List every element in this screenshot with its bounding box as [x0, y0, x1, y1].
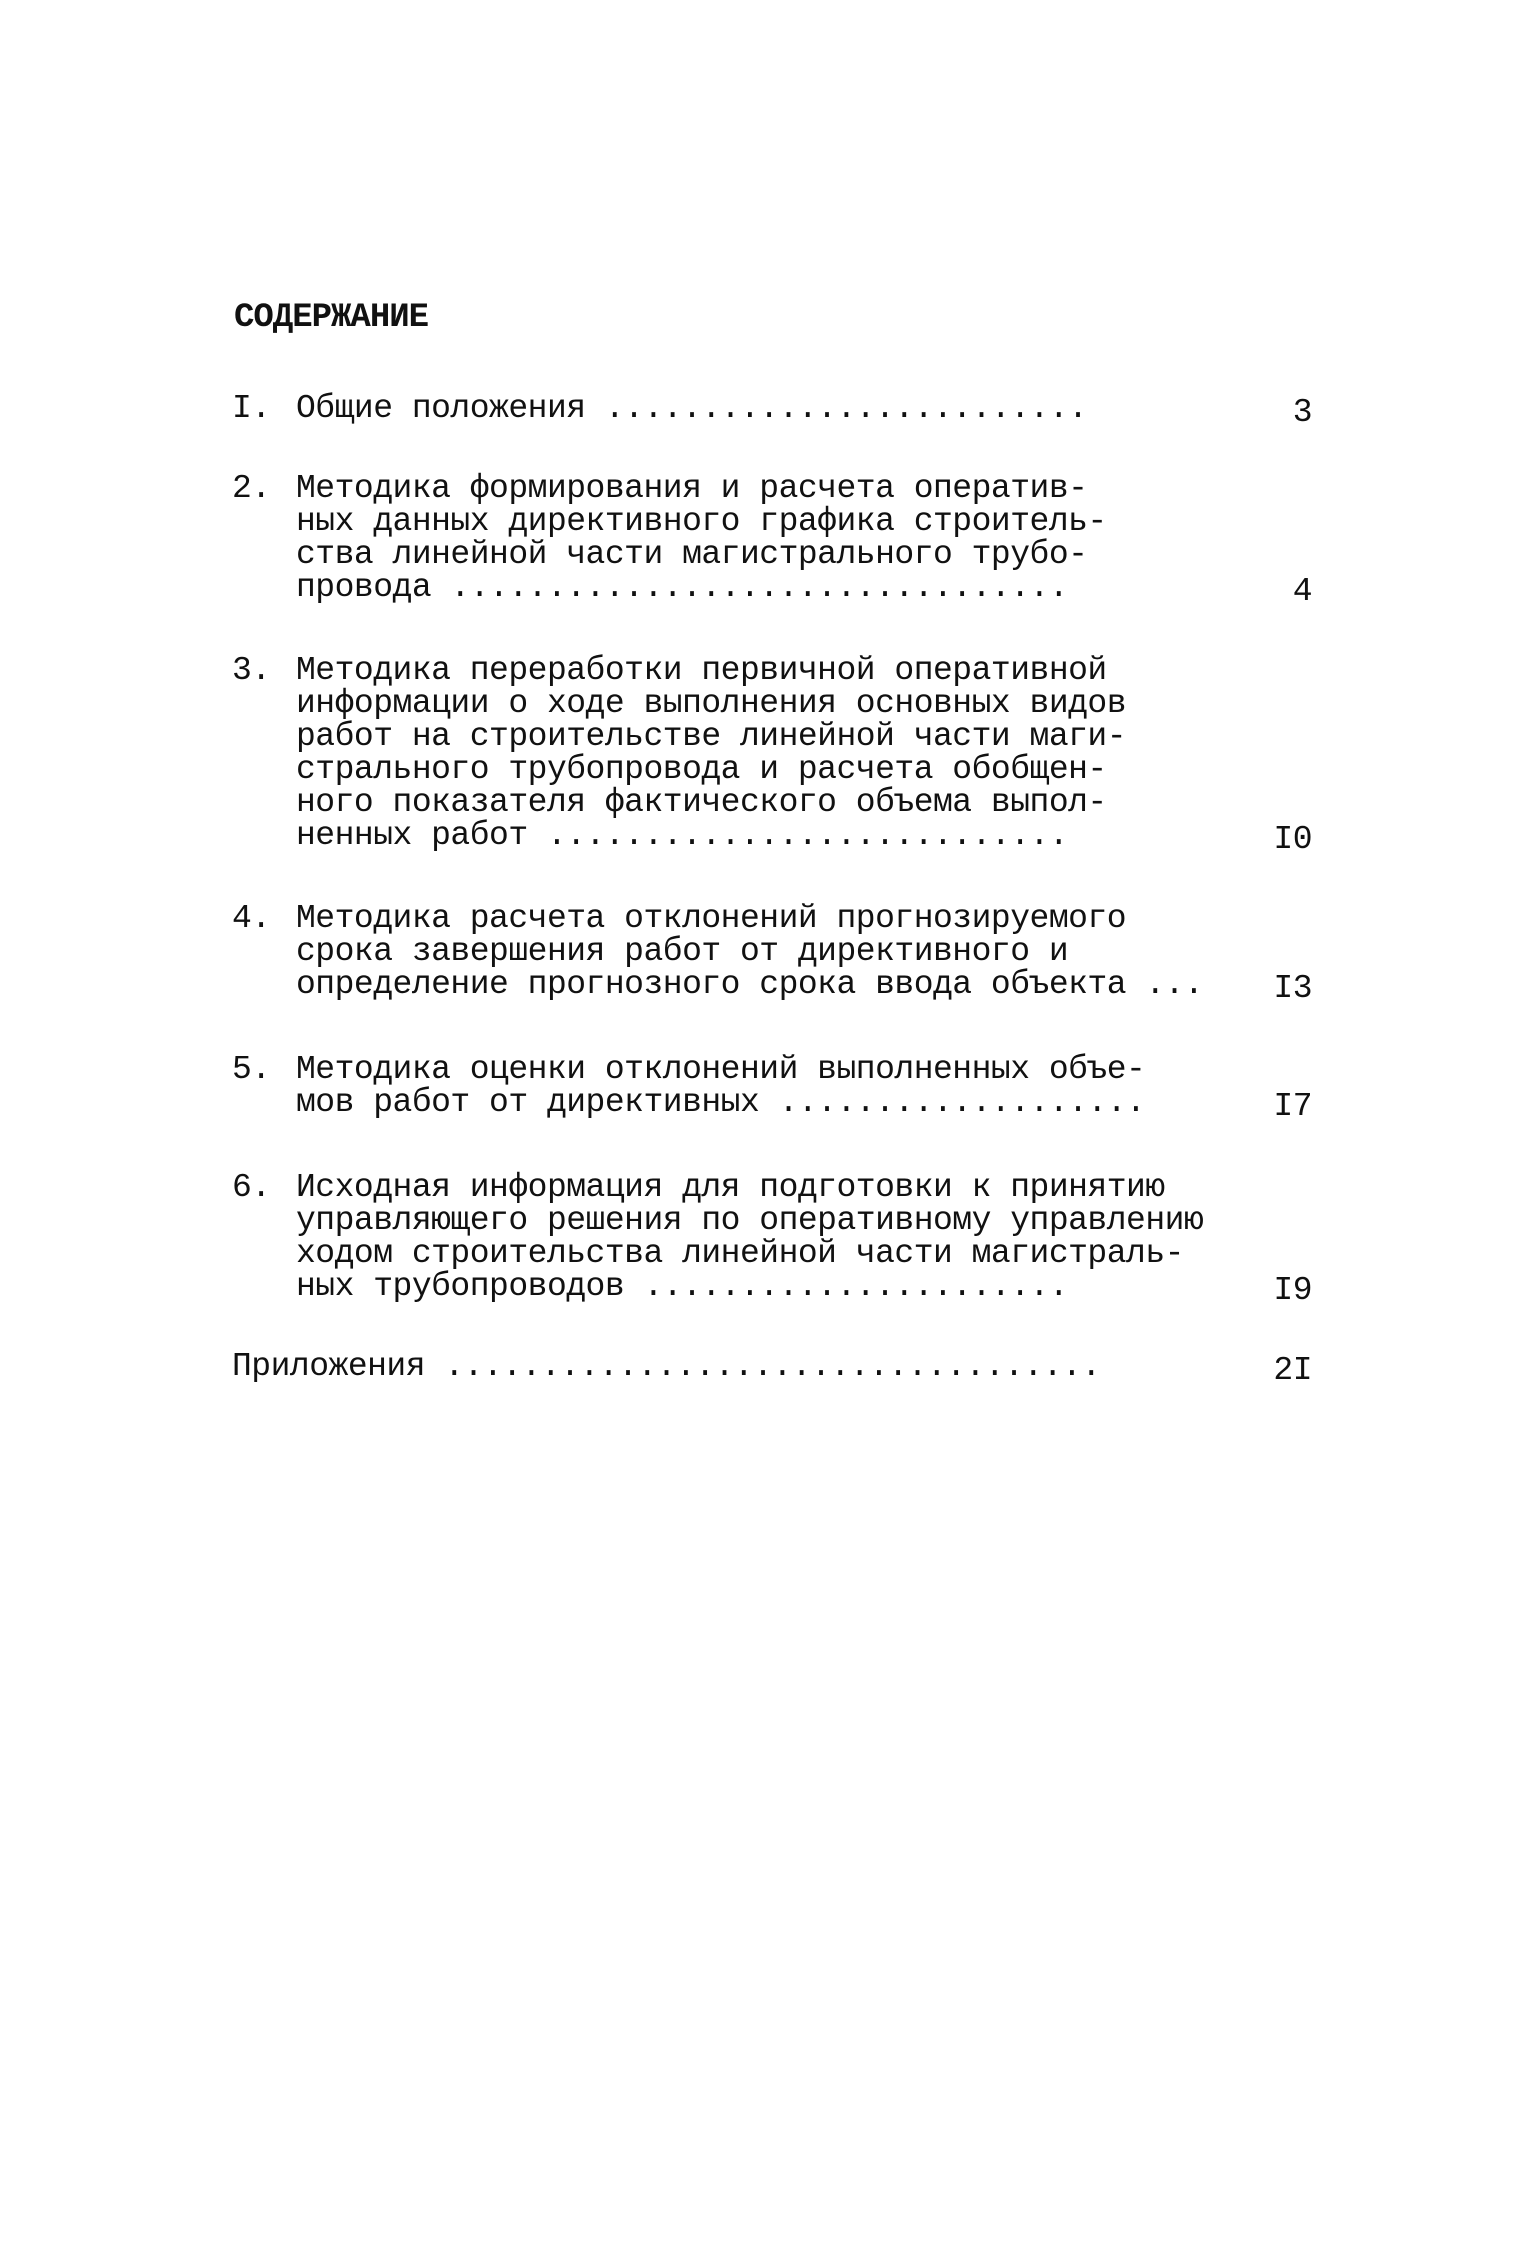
toc-entry-page: 3	[1292, 394, 1312, 431]
toc-entry-number: 6.	[232, 1169, 271, 1206]
toc-entry-number: 2.	[232, 470, 271, 507]
toc-entry-line: Общие положения .........................	[296, 390, 1088, 427]
toc-entry-title	[296, 900, 1204, 1003]
toc-entry-title	[296, 1169, 1204, 1305]
toc-entry-line: ных трубопроводов ......................	[296, 1268, 1069, 1305]
toc-entry-page: 4	[1292, 573, 1312, 610]
toc-entry-line: Методика переработки первичной оперативной	[296, 652, 1107, 689]
toc-entry-line: Методика расчета отклонений прогнозируемого	[296, 900, 1127, 937]
toc-entry	[232, 652, 1312, 858]
page-title: СОДЕРЖАНИЕ	[234, 299, 429, 337]
toc-entry-line: информации о ходе выполнения основных видов	[296, 685, 1127, 722]
toc-entry-number: 5.	[232, 1051, 271, 1088]
toc-entry-line: ходом строительства линейной части магистраль-	[296, 1235, 1184, 1272]
toc-entry-title	[296, 472, 1196, 604]
toc-entry-title	[296, 654, 1196, 852]
toc-entry-line: стрального трубопровода и расчета обобщен-	[296, 751, 1107, 788]
toc-entry-line: Исходная информация для подготовки к принятию	[296, 1169, 1165, 1206]
toc-entry	[232, 1051, 1312, 1125]
toc-entry-title	[296, 1053, 1196, 1119]
toc-entry-number: 4.	[232, 900, 271, 937]
toc-entry-line: ного показателя фактического объема выпол-	[296, 784, 1107, 821]
toc-entry-line: ненных работ ...........................	[296, 817, 1069, 854]
toc-entry-line: работ на строительстве линейной части маги-	[296, 718, 1127, 755]
toc-entry-line: мов работ от директивных ...................	[296, 1084, 1146, 1121]
toc-entry-line: определение прогнозного срока ввода объекта ...	[296, 966, 1204, 1003]
toc-entry-number: I.	[232, 390, 271, 427]
toc-entry	[232, 900, 1312, 1007]
toc-entry-line: срока завершения работ от директивного и	[296, 933, 1069, 970]
toc-entry-line: Приложения ..................................	[232, 1348, 1101, 1385]
toc-entry-page: I0	[1273, 821, 1312, 858]
table-of-contents	[232, 390, 1312, 1389]
toc-entry-line: управляющего решения по оперативному управлению	[296, 1202, 1204, 1239]
toc-entry	[232, 1169, 1312, 1309]
toc-entry-page: I7	[1273, 1088, 1312, 1125]
toc-entry-page: I9	[1273, 1272, 1312, 1309]
toc-entry-title	[232, 1350, 1196, 1383]
toc-entry-number: 3.	[232, 652, 271, 689]
toc-entry-line: Методика формирования и расчета оператив-	[296, 470, 1088, 507]
toc-entry-page: 2I	[1273, 1352, 1312, 1389]
toc-entry	[232, 390, 1312, 431]
toc-entry-appendices	[232, 1348, 1312, 1389]
toc-entry-line: ства линейной части магистрального трубо-	[296, 536, 1088, 573]
toc-entry-line: провода ................................	[296, 569, 1069, 606]
toc-entry-line: ных данных директивного графика строитель-	[296, 503, 1107, 540]
toc-entry-title	[296, 392, 1196, 425]
toc-entry-line: Методика оценки отклонений выполненных объе-	[296, 1051, 1146, 1088]
toc-entry	[232, 470, 1312, 610]
toc-entry-page: I3	[1273, 970, 1312, 1007]
